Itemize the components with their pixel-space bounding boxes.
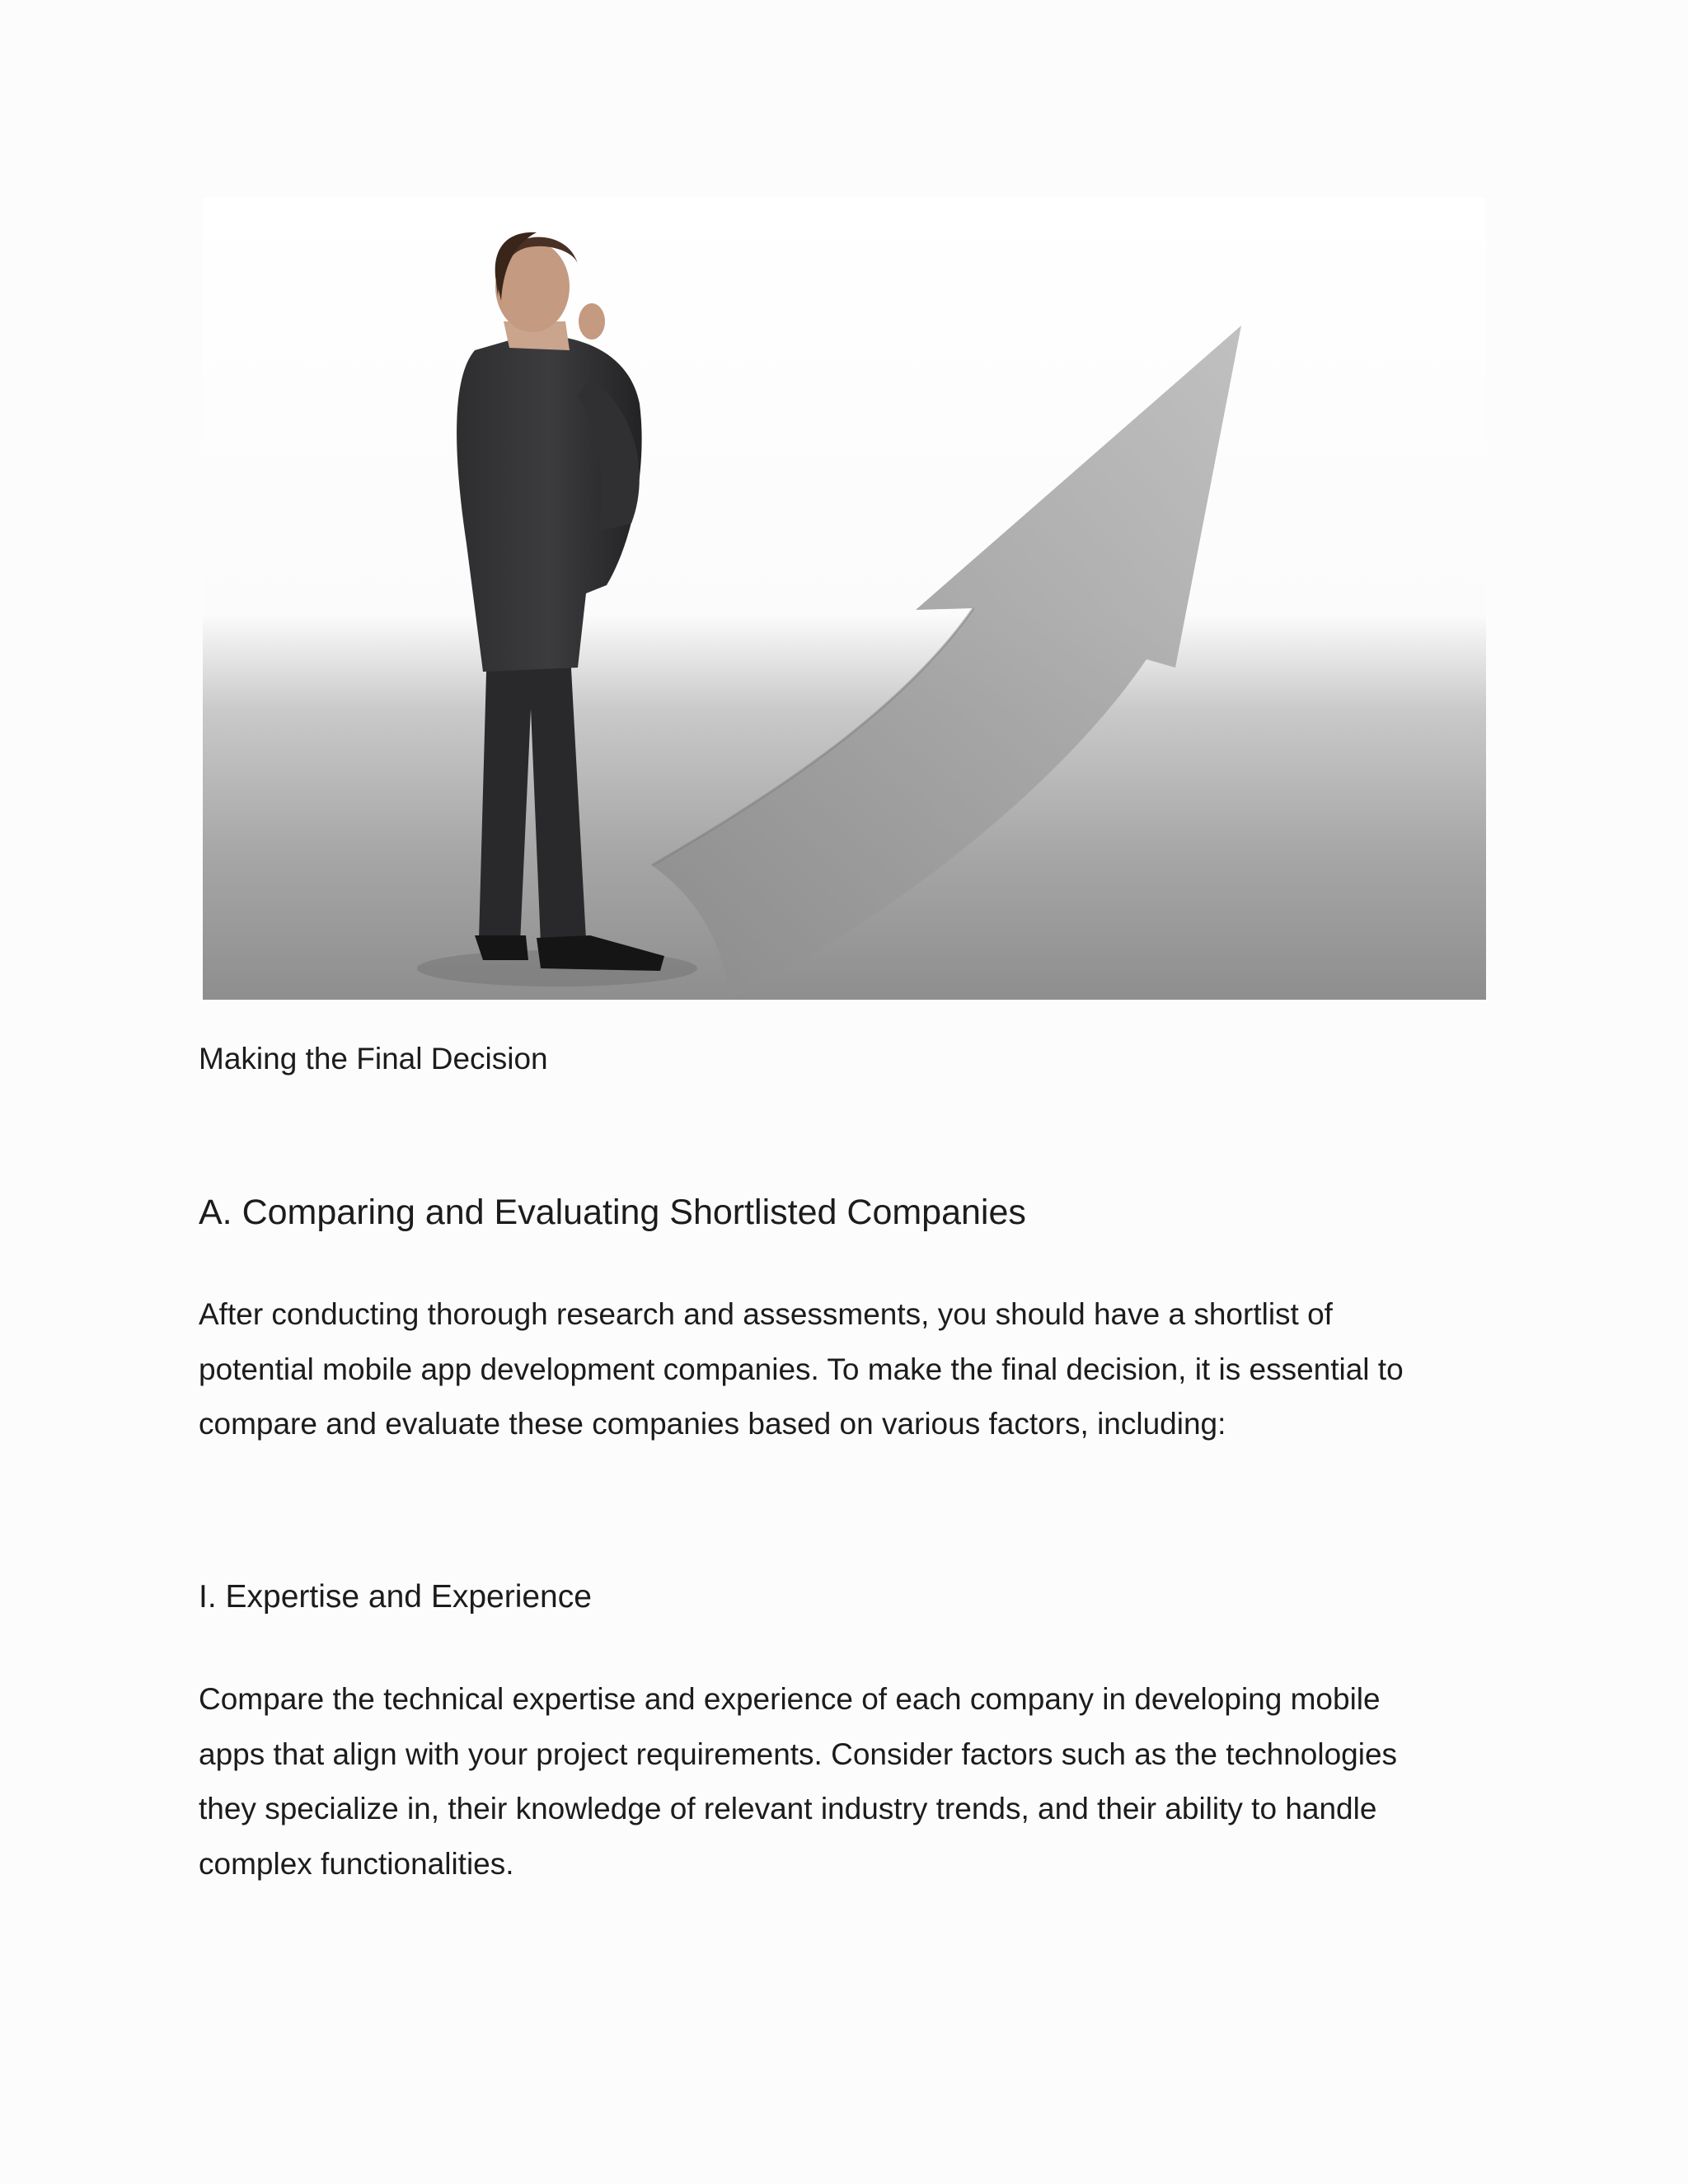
paragraph-line: potential mobile app development companies. To make the final decision, it is essential to <box>199 1352 1404 1386</box>
section-heading-comparing: A. Comparing and Evaluating Shortlisted Companies <box>199 1193 1026 1232</box>
paragraph-line: apps that align with your project requirements. Consider factors such as the technologies <box>199 1736 1398 1771</box>
paragraph-line: complex functionalities. <box>199 1846 514 1881</box>
section-i-paragraph <box>199 1672 1501 1891</box>
section-a-paragraph <box>199 1287 1501 1452</box>
paragraph-line: they specialize in, their knowledge of relevant industry trends, and their ability to handle <box>199 1792 1377 1825</box>
hero-image <box>203 198 1486 1000</box>
subsection-heading-expertise: I. Expertise and Experience <box>199 1579 592 1615</box>
figure-caption: Making the Final Decision <box>199 1042 548 1076</box>
businessman-arrow-photo <box>203 198 1486 1000</box>
paragraph-line: Compare the technical expertise and experience of each company in developing mobile <box>199 1682 1381 1716</box>
paragraph-line: compare and evaluate these companies based on various factors, including: <box>199 1407 1226 1441</box>
paragraph-line: After conducting thorough research and assessments, you should have a shortlist of <box>199 1297 1333 1331</box>
